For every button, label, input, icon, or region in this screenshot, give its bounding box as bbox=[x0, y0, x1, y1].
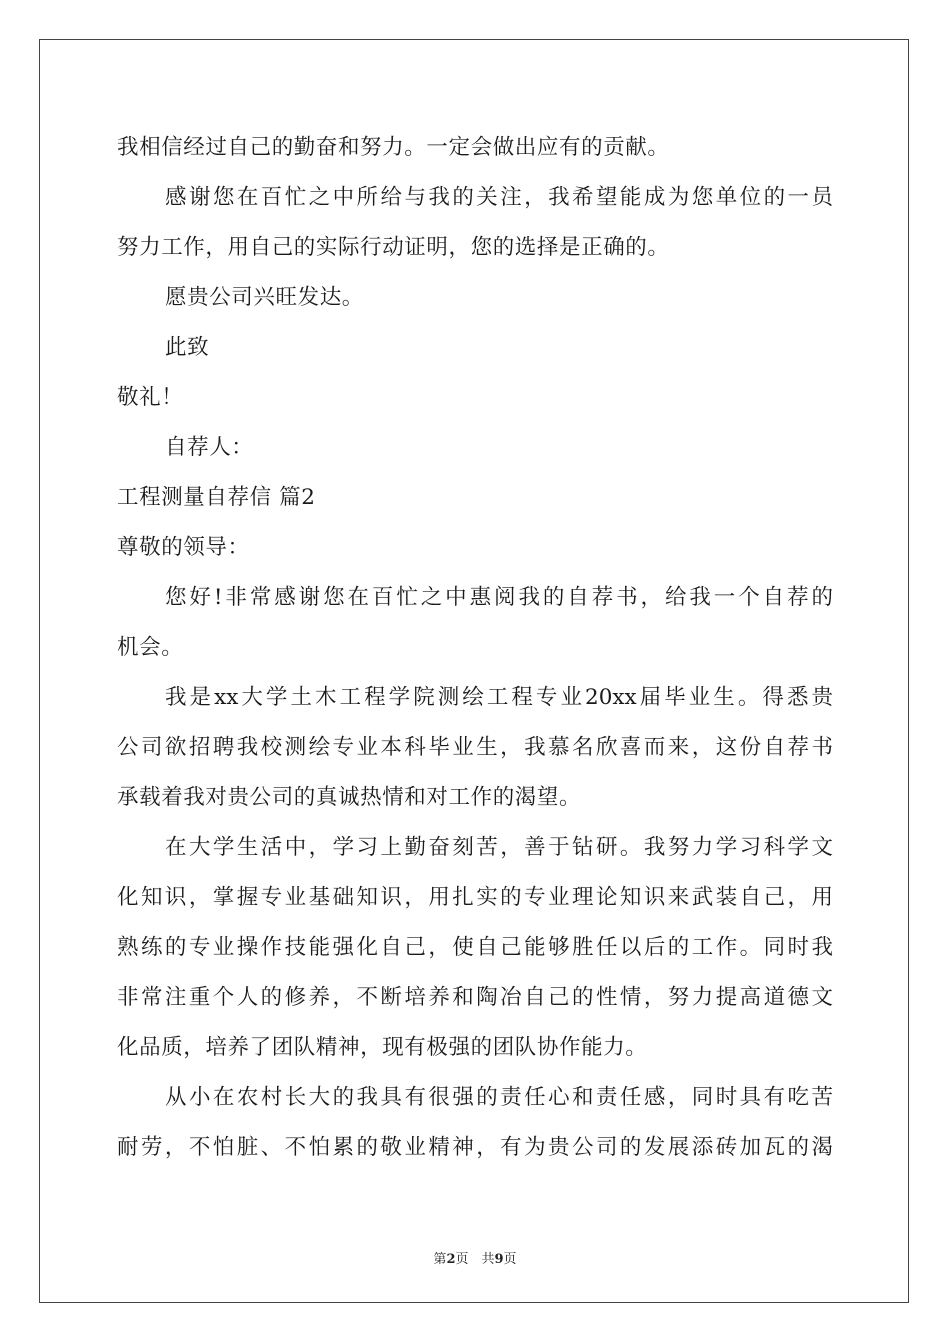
text-line: 努力工作，用自己的实际行动证明，您的选择是正确的。 bbox=[117, 235, 670, 260]
total-pages-number: 9 bbox=[494, 1252, 504, 1267]
text-line: 我是xx大学土木工程学院测绘工程专业20xx届毕业生。得悉贵 bbox=[165, 685, 833, 710]
text-line: 感谢您在百忙之中所给与我的关注，我希望能成为您单位的一员 bbox=[165, 185, 833, 210]
footer-prefix: 第 bbox=[433, 1252, 447, 1267]
text-line: 在大学生活中，学习上勤奋刻苦，善于钻研。我努力学习科学文 bbox=[165, 835, 833, 860]
text-line: 我相信经过自己的勤奋和努力。一定会做出应有的贡献。 bbox=[117, 135, 670, 160]
page-footer bbox=[0, 1248, 950, 1267]
greeting: 尊敬的领导： bbox=[117, 535, 250, 560]
text-line: 愿贵公司兴旺发达。 bbox=[165, 285, 364, 310]
document-body bbox=[117, 128, 833, 1178]
text-line: 您好!非常感谢您在百忙之中惠阅我的自荐书，给我一个自荐的 bbox=[165, 585, 833, 610]
footer-suffix: 页 bbox=[503, 1252, 517, 1267]
signature-label: 自荐人： bbox=[165, 435, 254, 460]
text-line: 非常注重个人的修养，不断培养和陶冶自己的性情，努力提高道德文 bbox=[117, 985, 833, 1010]
text-line: 公司欲招聘我校测绘专业本科毕业生，我慕名欣喜而来，这份自荐书 bbox=[117, 735, 833, 760]
text-line: 从小在农村长大的我具有很强的责任心和责任感，同时具有吃苦 bbox=[165, 1085, 833, 1110]
text-line: 化知识，掌握专业基础知识，用扎实的专业理论知识来武装自己，用 bbox=[117, 885, 833, 910]
closing-salutation: 此致 bbox=[165, 335, 210, 360]
current-page-number: 2 bbox=[446, 1252, 456, 1267]
section-heading: 工程测量自荐信 篇2 bbox=[117, 485, 316, 510]
footer-middle: 页 共 bbox=[455, 1252, 495, 1267]
text-line: 耐劳，不怕脏、不怕累的敬业精神，有为贵公司的发展添砖加瓦的渴 bbox=[117, 1135, 833, 1160]
text-line: 机会。 bbox=[117, 635, 184, 660]
text-line: 熟练的专业操作技能强化自己，使自己能够胜任以后的工作。同时我 bbox=[117, 935, 833, 960]
text-line: 化品质，培养了团队精神，现有极强的团队协作能力。 bbox=[117, 1035, 648, 1060]
closing-respect: 敬礼！ bbox=[117, 385, 184, 410]
text-line: 承载着我对贵公司的真诚热情和对工作的渴望。 bbox=[117, 785, 582, 810]
